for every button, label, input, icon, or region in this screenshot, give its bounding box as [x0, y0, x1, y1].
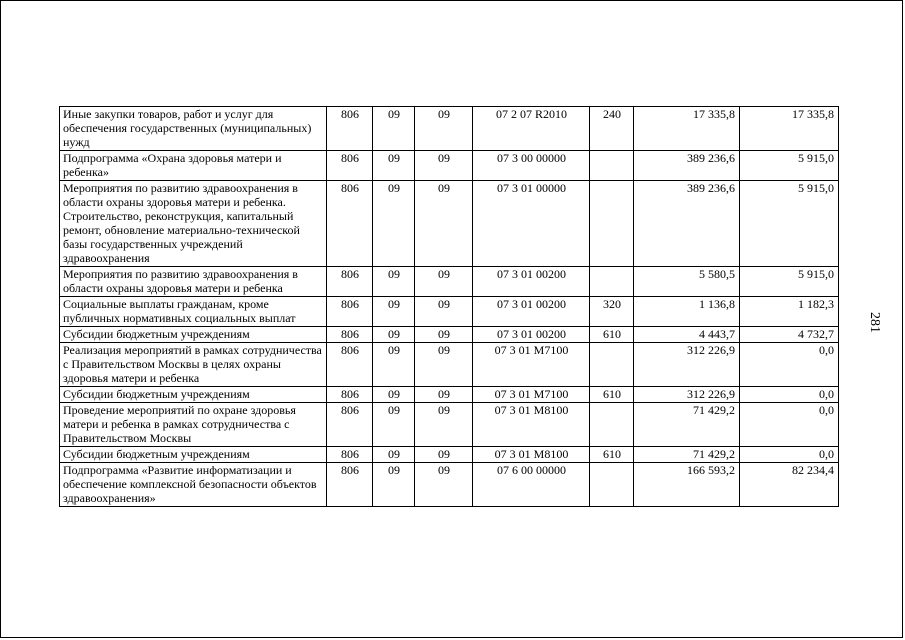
table-body [60, 107, 839, 507]
row-section-code: 09 [373, 327, 415, 343]
row-section-code: 09 [373, 267, 415, 297]
row-expense-type [590, 151, 634, 181]
row-expense-type: 610 [590, 387, 634, 403]
row-name: Реализация мероприятий в рамках сотрудничества с Правительством Москвы в целях охраны здоровья матери и ребенка [60, 343, 327, 387]
row-name: Проведение мероприятий по охране здоровья матери и ребенка в рамках сотрудничества с Правительством Москвы [60, 403, 327, 447]
row-ved-code: 806 [327, 107, 373, 151]
row-amount-1: 389 236,6 [634, 151, 740, 181]
row-amount-1: 389 236,6 [634, 181, 740, 267]
row-ved-code: 806 [327, 343, 373, 387]
table-row [60, 107, 839, 151]
row-amount-1: 71 429,2 [634, 447, 740, 463]
budget-table [59, 106, 839, 507]
row-target-article: 07 3 01 00200 [473, 297, 590, 327]
row-target-article: 07 3 01 M7100 [473, 387, 590, 403]
row-subsection-code: 09 [415, 463, 473, 507]
row-amount-2: 0,0 [740, 387, 839, 403]
row-section-code: 09 [373, 447, 415, 463]
row-section-code: 09 [373, 387, 415, 403]
row-amount-2: 0,0 [740, 343, 839, 387]
table-row [60, 447, 839, 463]
row-subsection-code: 09 [415, 387, 473, 403]
table-row [60, 297, 839, 327]
row-subsection-code: 09 [415, 297, 473, 327]
row-ved-code: 806 [327, 327, 373, 343]
row-amount-1: 166 593,2 [634, 463, 740, 507]
row-ved-code: 806 [327, 463, 373, 507]
row-expense-type: 610 [590, 447, 634, 463]
row-target-article: 07 3 01 M7100 [473, 343, 590, 387]
row-section-code: 09 [373, 403, 415, 447]
row-name: Иные закупки товаров, работ и услуг для обеспечения государственных (муниципальных) нужд [60, 107, 327, 151]
row-target-article: 07 6 00 00000 [473, 463, 590, 507]
row-amount-2: 82 234,4 [740, 463, 839, 507]
row-name: Подпрограмма «Охрана здоровья матери и ребенка» [60, 151, 327, 181]
row-amount-1: 17 335,8 [634, 107, 740, 151]
row-name: Субсидии бюджетным учреждениям [60, 387, 327, 403]
row-name: Субсидии бюджетным учреждениям [60, 447, 327, 463]
row-target-article: 07 3 01 M8100 [473, 447, 590, 463]
row-target-article: 07 3 01 00000 [473, 181, 590, 267]
row-section-code: 09 [373, 463, 415, 507]
row-subsection-code: 09 [415, 107, 473, 151]
row-expense-type [590, 463, 634, 507]
row-amount-1: 5 580,5 [634, 267, 740, 297]
row-ved-code: 806 [327, 151, 373, 181]
row-target-article: 07 2 07 R2010 [473, 107, 590, 151]
row-ved-code: 806 [327, 403, 373, 447]
row-name: Мероприятия по развитию здравоохранения в области охраны здоровья матери и ребенка. Строительство, реконструкция, капитальный ремонт, обновление материально-технической базы государственных учреждений здравоохранения [60, 181, 327, 267]
row-ved-code: 806 [327, 267, 373, 297]
row-ved-code: 806 [327, 297, 373, 327]
row-subsection-code: 09 [415, 343, 473, 387]
table-row [60, 181, 839, 267]
row-expense-type [590, 267, 634, 297]
row-amount-1: 312 226,9 [634, 343, 740, 387]
row-subsection-code: 09 [415, 151, 473, 181]
table-row [60, 151, 839, 181]
row-subsection-code: 09 [415, 267, 473, 297]
row-amount-1: 4 443,7 [634, 327, 740, 343]
row-section-code: 09 [373, 151, 415, 181]
row-name: Подпрограмма «Развитие информатизации и обеспечение комплексной безопасности объектов здравоохранения» [60, 463, 327, 507]
row-expense-type [590, 181, 634, 267]
row-section-code: 09 [373, 107, 415, 151]
row-name: Субсидии бюджетным учреждениям [60, 327, 327, 343]
row-section-code: 09 [373, 297, 415, 327]
row-target-article: 07 3 01 00200 [473, 327, 590, 343]
row-amount-2: 5 915,0 [740, 267, 839, 297]
table-row [60, 267, 839, 297]
row-amount-2: 0,0 [740, 447, 839, 463]
table-row [60, 327, 839, 343]
row-subsection-code: 09 [415, 447, 473, 463]
row-target-article: 07 3 01 M8100 [473, 403, 590, 447]
row-expense-type: 610 [590, 327, 634, 343]
row-amount-2: 0,0 [740, 403, 839, 447]
row-subsection-code: 09 [415, 403, 473, 447]
row-subsection-code: 09 [415, 181, 473, 267]
row-ved-code: 806 [327, 447, 373, 463]
page-number: 281 [867, 312, 882, 333]
row-subsection-code: 09 [415, 327, 473, 343]
row-amount-1: 312 226,9 [634, 387, 740, 403]
row-ved-code: 806 [327, 387, 373, 403]
row-section-code: 09 [373, 181, 415, 267]
row-target-article: 07 3 00 00000 [473, 151, 590, 181]
row-name: Мероприятия по развитию здравоохранения в области охраны здоровья матери и ребенка [60, 267, 327, 297]
row-amount-2: 5 915,0 [740, 151, 839, 181]
table-row [60, 403, 839, 447]
row-name: Социальные выплаты гражданам, кроме публичных нормативных социальных выплат [60, 297, 327, 327]
table-row [60, 387, 839, 403]
row-expense-type: 240 [590, 107, 634, 151]
row-amount-2: 4 732,7 [740, 327, 839, 343]
row-expense-type [590, 343, 634, 387]
row-amount-2: 1 182,3 [740, 297, 839, 327]
row-section-code: 09 [373, 343, 415, 387]
row-expense-type [590, 403, 634, 447]
row-amount-1: 71 429,2 [634, 403, 740, 447]
table-row [60, 343, 839, 387]
row-amount-2: 5 915,0 [740, 181, 839, 267]
row-target-article: 07 3 01 00200 [473, 267, 590, 297]
row-amount-2: 17 335,8 [740, 107, 839, 151]
table-row [60, 463, 839, 507]
row-ved-code: 806 [327, 181, 373, 267]
row-expense-type: 320 [590, 297, 634, 327]
row-amount-1: 1 136,8 [634, 297, 740, 327]
